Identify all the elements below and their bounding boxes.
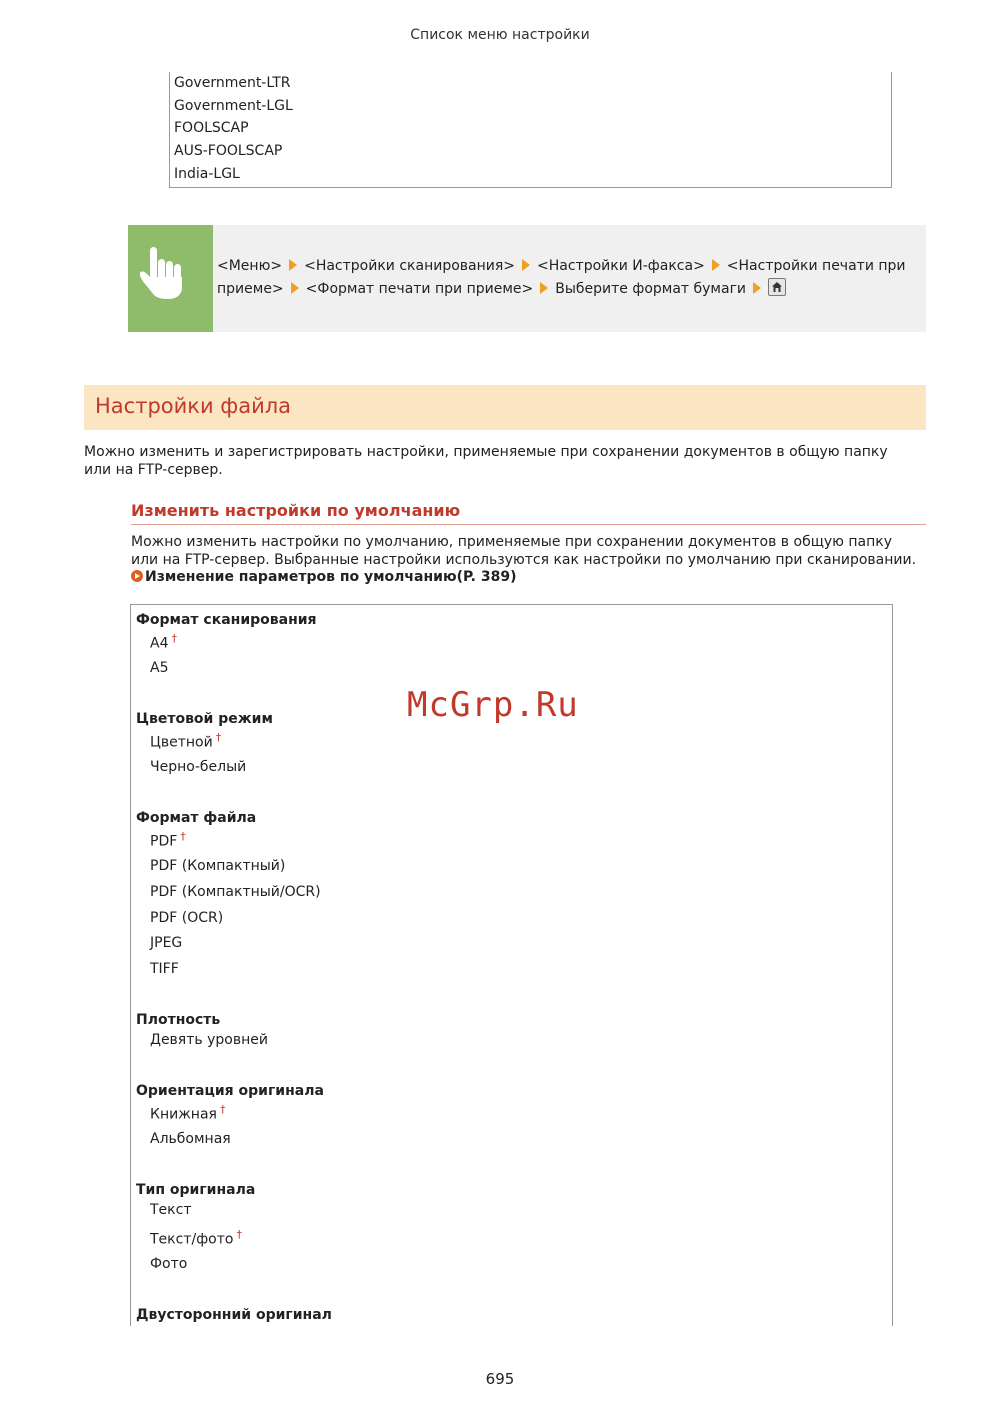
- link-arrow-icon: [131, 570, 143, 582]
- default-mark: †: [171, 632, 177, 645]
- text-line: Можно изменить настройки по умолчанию, применяемые при сохранении документов в общую папку: [131, 534, 893, 550]
- setting-label: Двусторонний оригинал: [136, 1307, 332, 1323]
- list-item: FOOLSCAP: [174, 120, 249, 136]
- text-line: Можно изменить и зарегистрировать настройки, применяемые при сохранении документов в общую папку: [84, 444, 888, 460]
- arrow-right-icon: [540, 282, 548, 294]
- path-step: <Настройки сканирования>: [304, 258, 516, 274]
- setting-option: Текст/фото †: [150, 1228, 242, 1248]
- section-header: [84, 385, 926, 430]
- default-mark: †: [215, 731, 222, 744]
- setting-option: A5: [150, 660, 169, 676]
- path-step: <Формат печати при приеме>: [305, 281, 534, 297]
- setting-option: A4 †: [150, 632, 177, 652]
- home-icon: [768, 278, 786, 296]
- text-line: или на FTP-сервер.: [84, 462, 223, 478]
- arrow-right-icon: [289, 259, 297, 271]
- setting-option: PDF †: [150, 830, 186, 850]
- path-step: приеме>: [217, 281, 284, 297]
- default-mark: †: [236, 1228, 242, 1241]
- hand-pointer-icon: [128, 225, 213, 332]
- setting-option: Девять уровней: [150, 1032, 268, 1048]
- section-title: Настройки файла: [95, 394, 292, 418]
- setting-label: Плотность: [136, 1012, 221, 1028]
- setting-option: Альбомная: [150, 1131, 231, 1147]
- setting-option: Цветной †: [150, 731, 222, 751]
- list-item: India-LGL: [174, 166, 240, 182]
- setting-option: Фото: [150, 1256, 188, 1272]
- default-mark: †: [180, 830, 186, 843]
- page-header: Список меню настройки: [410, 27, 590, 43]
- arrow-right-icon: [291, 282, 299, 294]
- menu-path-box: [128, 225, 926, 332]
- section-description: [84, 443, 888, 479]
- setting-label: Ориентация оригинала: [136, 1083, 324, 1099]
- path-step: Выберите формат бумаги: [555, 281, 747, 297]
- subsection-description: [131, 533, 916, 569]
- arrow-right-icon: [522, 259, 530, 271]
- subsection-title: Изменить настройки по умолчанию: [131, 501, 461, 520]
- setting-label: Цветовой режим: [136, 711, 273, 727]
- default-mark: †: [219, 1103, 226, 1116]
- list-item: Government-LTR: [174, 75, 291, 91]
- arrow-right-icon: [753, 282, 761, 294]
- setting-option: Текст: [150, 1202, 192, 1218]
- arrow-right-icon: [712, 259, 720, 271]
- path-step: <Меню>: [217, 258, 283, 274]
- path-step: <Настройки И-факса>: [537, 258, 705, 274]
- setting-label: Формат файла: [136, 810, 257, 826]
- setting-label: Тип оригинала: [136, 1182, 256, 1198]
- setting-option: PDF (Компактный/OCR): [150, 884, 321, 900]
- paper-size-list: [169, 72, 892, 188]
- list-item: Government-LGL: [174, 98, 293, 114]
- page-number: 695: [485, 1370, 515, 1388]
- setting-option: Черно-белый: [150, 759, 247, 775]
- divider: [131, 524, 926, 525]
- setting-label: Формат сканирования: [136, 612, 317, 628]
- setting-option: Книжная †: [150, 1103, 226, 1123]
- setting-option: JPEG: [150, 935, 183, 951]
- setting-option: TIFF: [150, 961, 179, 977]
- link-text[interactable]: Изменение параметров по умолчанию(P. 389): [145, 569, 517, 585]
- setting-option: PDF (OCR): [150, 910, 224, 926]
- default-settings-link[interactable]: [131, 569, 517, 585]
- watermark: McGrp.Ru: [407, 685, 579, 725]
- text-line: или на FTP-сервер. Выбранные настройки используются как настройки по умолчанию при сканировании.: [131, 552, 917, 568]
- path-step: <Настройки печати при: [726, 258, 906, 274]
- setting-option: PDF (Компактный): [150, 858, 286, 874]
- list-item: AUS-FOOLSCAP: [174, 143, 283, 159]
- menu-path-text: [217, 255, 917, 301]
